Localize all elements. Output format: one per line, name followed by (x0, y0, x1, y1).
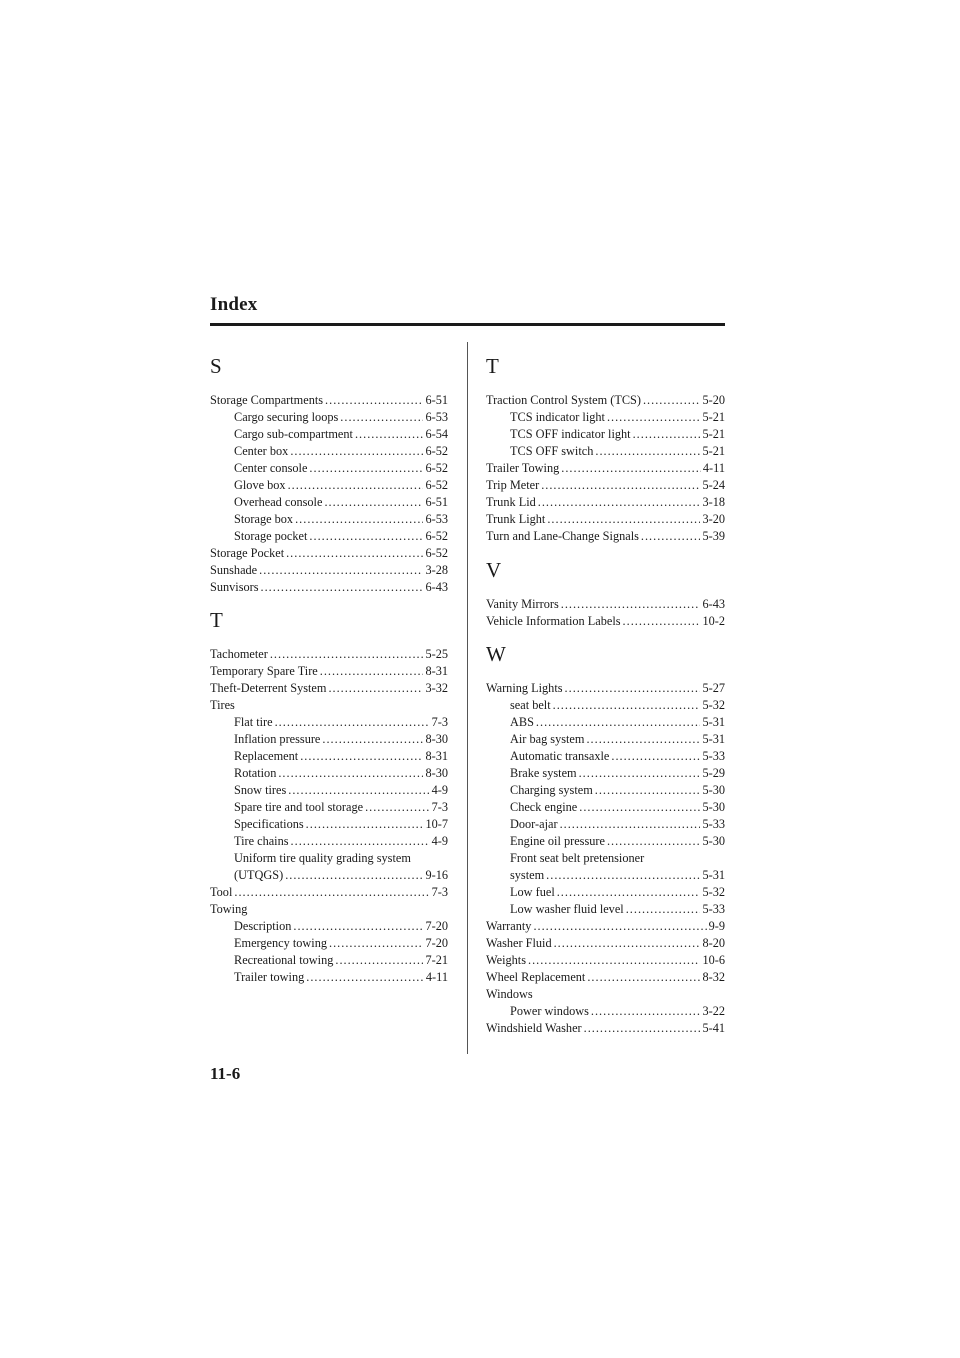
index-entry-label: (UTQGS) (234, 868, 284, 882)
index-entry-page: 4-9 (431, 783, 448, 797)
index-entry-label: Vehicle Information Labels (486, 614, 621, 628)
index-entry-page: 6-52 (425, 444, 448, 458)
index-entry-label: Cargo securing loops (234, 410, 339, 424)
dot-leader (579, 799, 700, 816)
index-entry (486, 765, 725, 782)
index-entry-page: 6-52 (425, 461, 448, 475)
index-entry (486, 613, 725, 630)
index-entry-page: 6-54 (425, 427, 448, 441)
index-entry-page: 5-21 (702, 410, 725, 424)
dot-leader (553, 697, 701, 714)
index-entry (486, 443, 725, 460)
index-entry-label: Front seat belt pretensioner (510, 851, 645, 865)
index-entry-page: 8-30 (425, 766, 448, 780)
index-entry-label: Vanity Mirrors (486, 597, 559, 611)
index-entry (210, 545, 448, 562)
index-entry-label: Flat tire (234, 715, 273, 729)
dot-leader (641, 528, 701, 545)
index-entry-label: Recreational towing (234, 953, 334, 967)
index-entry-page: 10-2 (702, 614, 725, 628)
index-entry (210, 426, 448, 443)
index-entry-label: Low washer fluid level (510, 902, 624, 916)
dot-leader (560, 816, 701, 833)
index-entry (486, 918, 725, 935)
index-entry (210, 850, 448, 867)
index-entry-label: Trip Meter (486, 478, 540, 492)
dot-leader (278, 765, 423, 782)
index-entry (210, 663, 448, 680)
index-entry-page: 5-41 (702, 1021, 725, 1035)
index-entry (486, 714, 725, 731)
index-entry-page: 5-31 (702, 715, 725, 729)
index-entry-page: 8-31 (425, 749, 448, 763)
index-entry-label: ABS (510, 715, 534, 729)
dot-leader (557, 884, 701, 901)
dot-leader (293, 918, 423, 935)
index-entry (210, 528, 448, 545)
index-entry-page: 5-30 (702, 783, 725, 797)
index-entry-page: 8-32 (702, 970, 725, 984)
index-entry-page: 5-33 (702, 902, 725, 916)
index-entry-label: Towing (210, 902, 248, 916)
index-entry-label: Trunk Lid (486, 495, 536, 509)
index-entry-page: 5-24 (702, 478, 725, 492)
index-entry-page: 6-43 (425, 580, 448, 594)
index-entry-page: 6-53 (425, 410, 448, 424)
index-entry-label: Brake system (510, 766, 577, 780)
index-entry-page: 7-21 (425, 953, 448, 967)
index-entry-page: 8-30 (425, 732, 448, 746)
index-entry-label: Air bag system (510, 732, 585, 746)
dot-leader (623, 613, 701, 630)
index-entry (210, 646, 448, 663)
index-entry-page: 6-53 (425, 512, 448, 526)
index-entry-page: 5-30 (702, 800, 725, 814)
index-entry-label: Glove box (234, 478, 286, 492)
index-entry (486, 816, 725, 833)
index-entry (486, 850, 725, 867)
index-entry-page: 7-3 (431, 800, 448, 814)
dot-leader (554, 935, 701, 952)
index-entry (210, 494, 448, 511)
index-entry (486, 426, 725, 443)
dot-leader (541, 477, 700, 494)
index-entry-label: Sunshade (210, 563, 258, 577)
index-entry-page: 5-21 (702, 427, 725, 441)
index-entry (210, 748, 448, 765)
dot-leader (320, 663, 424, 680)
index-entry-label: TCS OFF indicator light (510, 427, 631, 441)
index-entry-label: Rotation (234, 766, 277, 780)
index-entry (486, 969, 725, 986)
dot-leader (561, 460, 701, 477)
index-entry-list (210, 646, 448, 986)
index-entry-label: Theft-Deterrent System (210, 681, 327, 695)
index-entry (486, 901, 725, 918)
index-entry-label: Tool (210, 885, 233, 899)
index-entry-page: 4-9 (431, 834, 448, 848)
index-entry (486, 935, 725, 952)
index-entry (210, 562, 448, 579)
dot-leader (565, 680, 701, 697)
dot-leader (322, 731, 423, 748)
index-entry (486, 409, 725, 426)
index-entry-label: Tachometer (210, 647, 268, 661)
index-entry (486, 748, 725, 765)
index-entry-label: Tire chains (234, 834, 289, 848)
dot-leader (595, 782, 701, 799)
page-title: Index (210, 294, 258, 315)
index-entry-label: Spare tire and tool storage (234, 800, 364, 814)
index-entry-label: seat belt (510, 698, 551, 712)
index-entry (486, 680, 725, 697)
index-entry (486, 884, 725, 901)
index-entry-page: 5-20 (702, 393, 725, 407)
index-entry-label: Replacement (234, 749, 299, 763)
index-entry-label: Cargo sub-compartment (234, 427, 353, 441)
index-entry (486, 952, 725, 969)
dot-leader (325, 392, 423, 409)
index-entry (210, 901, 448, 918)
dot-leader (290, 443, 423, 460)
dot-leader (328, 680, 423, 697)
index-entry (210, 579, 448, 596)
index-entry-label: Power windows (510, 1004, 589, 1018)
dot-leader (306, 969, 424, 986)
index-entry-page: 6-51 (425, 495, 448, 509)
index-entry (210, 884, 448, 901)
index-entry-label: Windows (486, 987, 533, 1001)
index-entry (210, 765, 448, 782)
index-entry (486, 392, 725, 409)
index-entry-page: 4-11 (702, 461, 725, 475)
index-entry (210, 443, 448, 460)
index-entry (486, 460, 725, 477)
dot-leader (329, 935, 423, 952)
dot-leader (561, 596, 701, 613)
dot-leader (324, 494, 423, 511)
dot-leader (595, 443, 700, 460)
index-entry-page: 6-52 (425, 478, 448, 492)
page-number: 11-6 (210, 1064, 241, 1083)
dot-leader (306, 816, 424, 833)
index-entry-page: 5-25 (425, 647, 448, 661)
index-entry-page: 5-32 (702, 885, 725, 899)
section-letter: V (486, 558, 502, 582)
index-entry-label: TCS indicator light (510, 410, 605, 424)
dot-leader (607, 833, 701, 850)
section-letter: W (486, 642, 506, 666)
header-divider (210, 323, 725, 326)
index-entry-page: 9-9 (708, 919, 725, 933)
index-entry-label: Warranty (486, 919, 532, 933)
index-entry-label: Inflation pressure (234, 732, 321, 746)
index-entry-label: Warning Lights (486, 681, 563, 695)
index-entry-page: 3-20 (702, 512, 725, 526)
section-letter: T (210, 608, 223, 632)
index-entry-label: Storage pocket (234, 529, 308, 543)
index-entry (486, 528, 725, 545)
dot-leader (611, 748, 700, 765)
index-entry-label: Uniform tire quality grading system (234, 851, 411, 865)
index-entry (210, 697, 448, 714)
index-entry-page: 6-52 (425, 529, 448, 543)
index-entry (210, 392, 448, 409)
dot-leader (626, 901, 701, 918)
index-entry-label: Turn and Lane-Change Signals (486, 529, 639, 543)
dot-leader (340, 409, 423, 426)
index-entry (486, 731, 725, 748)
index-entry (486, 477, 725, 494)
index-entry-page: 5-29 (702, 766, 725, 780)
index-entry-page: 4-11 (425, 970, 448, 984)
dot-leader (591, 1003, 701, 1020)
dot-leader (300, 748, 423, 765)
dot-leader (546, 867, 700, 884)
index-entry-list (486, 392, 725, 545)
dot-leader (288, 782, 429, 799)
index-entry-label: Storage Compartments (210, 393, 324, 407)
index-entry-page: 7-3 (431, 885, 448, 899)
index-entry-label: Trailer Towing (486, 461, 560, 475)
index-entry-label: Automatic transaxle (510, 749, 610, 763)
index-entry (486, 867, 725, 884)
index-entry-label: system (510, 868, 545, 882)
index-entry-label: Traction Control System (TCS) (486, 393, 641, 407)
index-entry-label: Tires (210, 698, 235, 712)
index-entry-page: 10-7 (425, 817, 448, 831)
dot-leader (309, 528, 423, 545)
index-entry-page: 5-33 (702, 749, 725, 763)
index-entry (210, 511, 448, 528)
index-entry-label: Description (234, 919, 292, 933)
dot-leader (533, 918, 706, 935)
dot-leader (335, 952, 423, 969)
index-entry-label: Check engine (510, 800, 578, 814)
index-entry-list (486, 596, 725, 630)
dot-leader (633, 426, 701, 443)
dot-leader (285, 867, 423, 884)
index-entry-page: 6-51 (425, 393, 448, 407)
index-entry (210, 918, 448, 935)
dot-leader (528, 952, 700, 969)
index-entry-page: 5-39 (702, 529, 725, 543)
index-entry (486, 494, 725, 511)
dot-leader (538, 494, 701, 511)
index-entry-page: 5-27 (702, 681, 725, 695)
index-entry (486, 799, 725, 816)
index-entry (210, 477, 448, 494)
index-entry (486, 833, 725, 850)
index-entry (210, 460, 448, 477)
index-entry-label: Wheel Replacement (486, 970, 586, 984)
index-entry (486, 782, 725, 799)
index-entry-label: Charging system (510, 783, 593, 797)
index-entry-page: 3-28 (425, 563, 448, 577)
index-entry-label: Center box (234, 444, 289, 458)
index-entry-page: 5-33 (702, 817, 725, 831)
index-entry-label: Door-ajar (510, 817, 558, 831)
index-entry-page: 9-16 (425, 868, 448, 882)
dot-leader (261, 579, 424, 596)
index-entry (210, 952, 448, 969)
dot-leader (547, 511, 700, 528)
index-entry (210, 782, 448, 799)
dot-leader (579, 765, 701, 782)
dot-leader (288, 477, 424, 494)
dot-leader (286, 545, 423, 562)
dot-leader (270, 646, 424, 663)
index-entry-label: Sunvisors (210, 580, 259, 594)
index-entry-page: 3-32 (425, 681, 448, 695)
index-entry-label: Specifications (234, 817, 304, 831)
index-entry (210, 969, 448, 986)
index-entry (486, 1020, 725, 1037)
index-entry (486, 1003, 725, 1020)
dot-leader (355, 426, 423, 443)
index-entry-page: 5-30 (702, 834, 725, 848)
dot-leader (234, 884, 429, 901)
index-entry-list (210, 392, 448, 596)
index-entry-label: Emergency towing (234, 936, 328, 950)
index-entry-label: Storage Pocket (210, 546, 285, 560)
index-entry (210, 799, 448, 816)
section-letter: T (486, 354, 499, 378)
index-entry-label: Temporary Spare Tire (210, 664, 318, 678)
index-entry-page: 3-18 (702, 495, 725, 509)
dot-leader (291, 833, 430, 850)
index-entry (210, 731, 448, 748)
index-entry-label: Snow tires (234, 783, 287, 797)
index-entry-label: Storage box (234, 512, 294, 526)
index-entry-label: Center console (234, 461, 308, 475)
index-entry (486, 596, 725, 613)
index-entry-page: 6-43 (702, 597, 725, 611)
column-divider (467, 342, 468, 1054)
index-entry-page: 6-52 (425, 546, 448, 560)
index-entry-page: 7-3 (431, 715, 448, 729)
index-entry-label: Trunk Light (486, 512, 546, 526)
index-entry-label: Low fuel (510, 885, 555, 899)
dot-leader (607, 409, 701, 426)
dot-leader (259, 562, 423, 579)
index-entry-list (486, 680, 725, 1037)
index-entry (486, 697, 725, 714)
index-entry-page: 10-6 (702, 953, 725, 967)
index-entry-page: 5-21 (702, 444, 725, 458)
dot-leader (275, 714, 430, 731)
index-entry-page: 5-31 (702, 868, 725, 882)
index-entry-page: 8-20 (702, 936, 725, 950)
index-entry (210, 714, 448, 731)
index-entry (210, 409, 448, 426)
dot-leader (643, 392, 700, 409)
index-entry-page: 8-31 (425, 664, 448, 678)
index-entry-label: TCS OFF switch (510, 444, 594, 458)
index-entry (210, 935, 448, 952)
dot-leader (365, 799, 430, 816)
index-entry (210, 680, 448, 697)
index-entry-page: 7-20 (425, 919, 448, 933)
index-entry-page: 5-32 (702, 698, 725, 712)
index-entry (486, 986, 725, 1003)
index-entry-page: 3-22 (702, 1004, 725, 1018)
dot-leader (586, 731, 700, 748)
dot-leader (584, 1020, 701, 1037)
index-entry-label: Weights (486, 953, 526, 967)
index-entry-page: 5-31 (702, 732, 725, 746)
index-entry (210, 816, 448, 833)
dot-leader (295, 511, 423, 528)
index-entry-label: Overhead console (234, 495, 323, 509)
index-entry-label: Trailer towing (234, 970, 305, 984)
index-entry-label: Washer Fluid (486, 936, 552, 950)
dot-leader (587, 969, 700, 986)
index-entry (210, 867, 448, 884)
dot-leader (309, 460, 423, 477)
index-entry-label: Windshield Washer (486, 1021, 582, 1035)
index-entry-page: 7-20 (425, 936, 448, 950)
index-entry-label: Engine oil pressure (510, 834, 605, 848)
dot-leader (536, 714, 701, 731)
index-entry (486, 511, 725, 528)
index-entry (210, 833, 448, 850)
section-letter: S (210, 354, 222, 378)
